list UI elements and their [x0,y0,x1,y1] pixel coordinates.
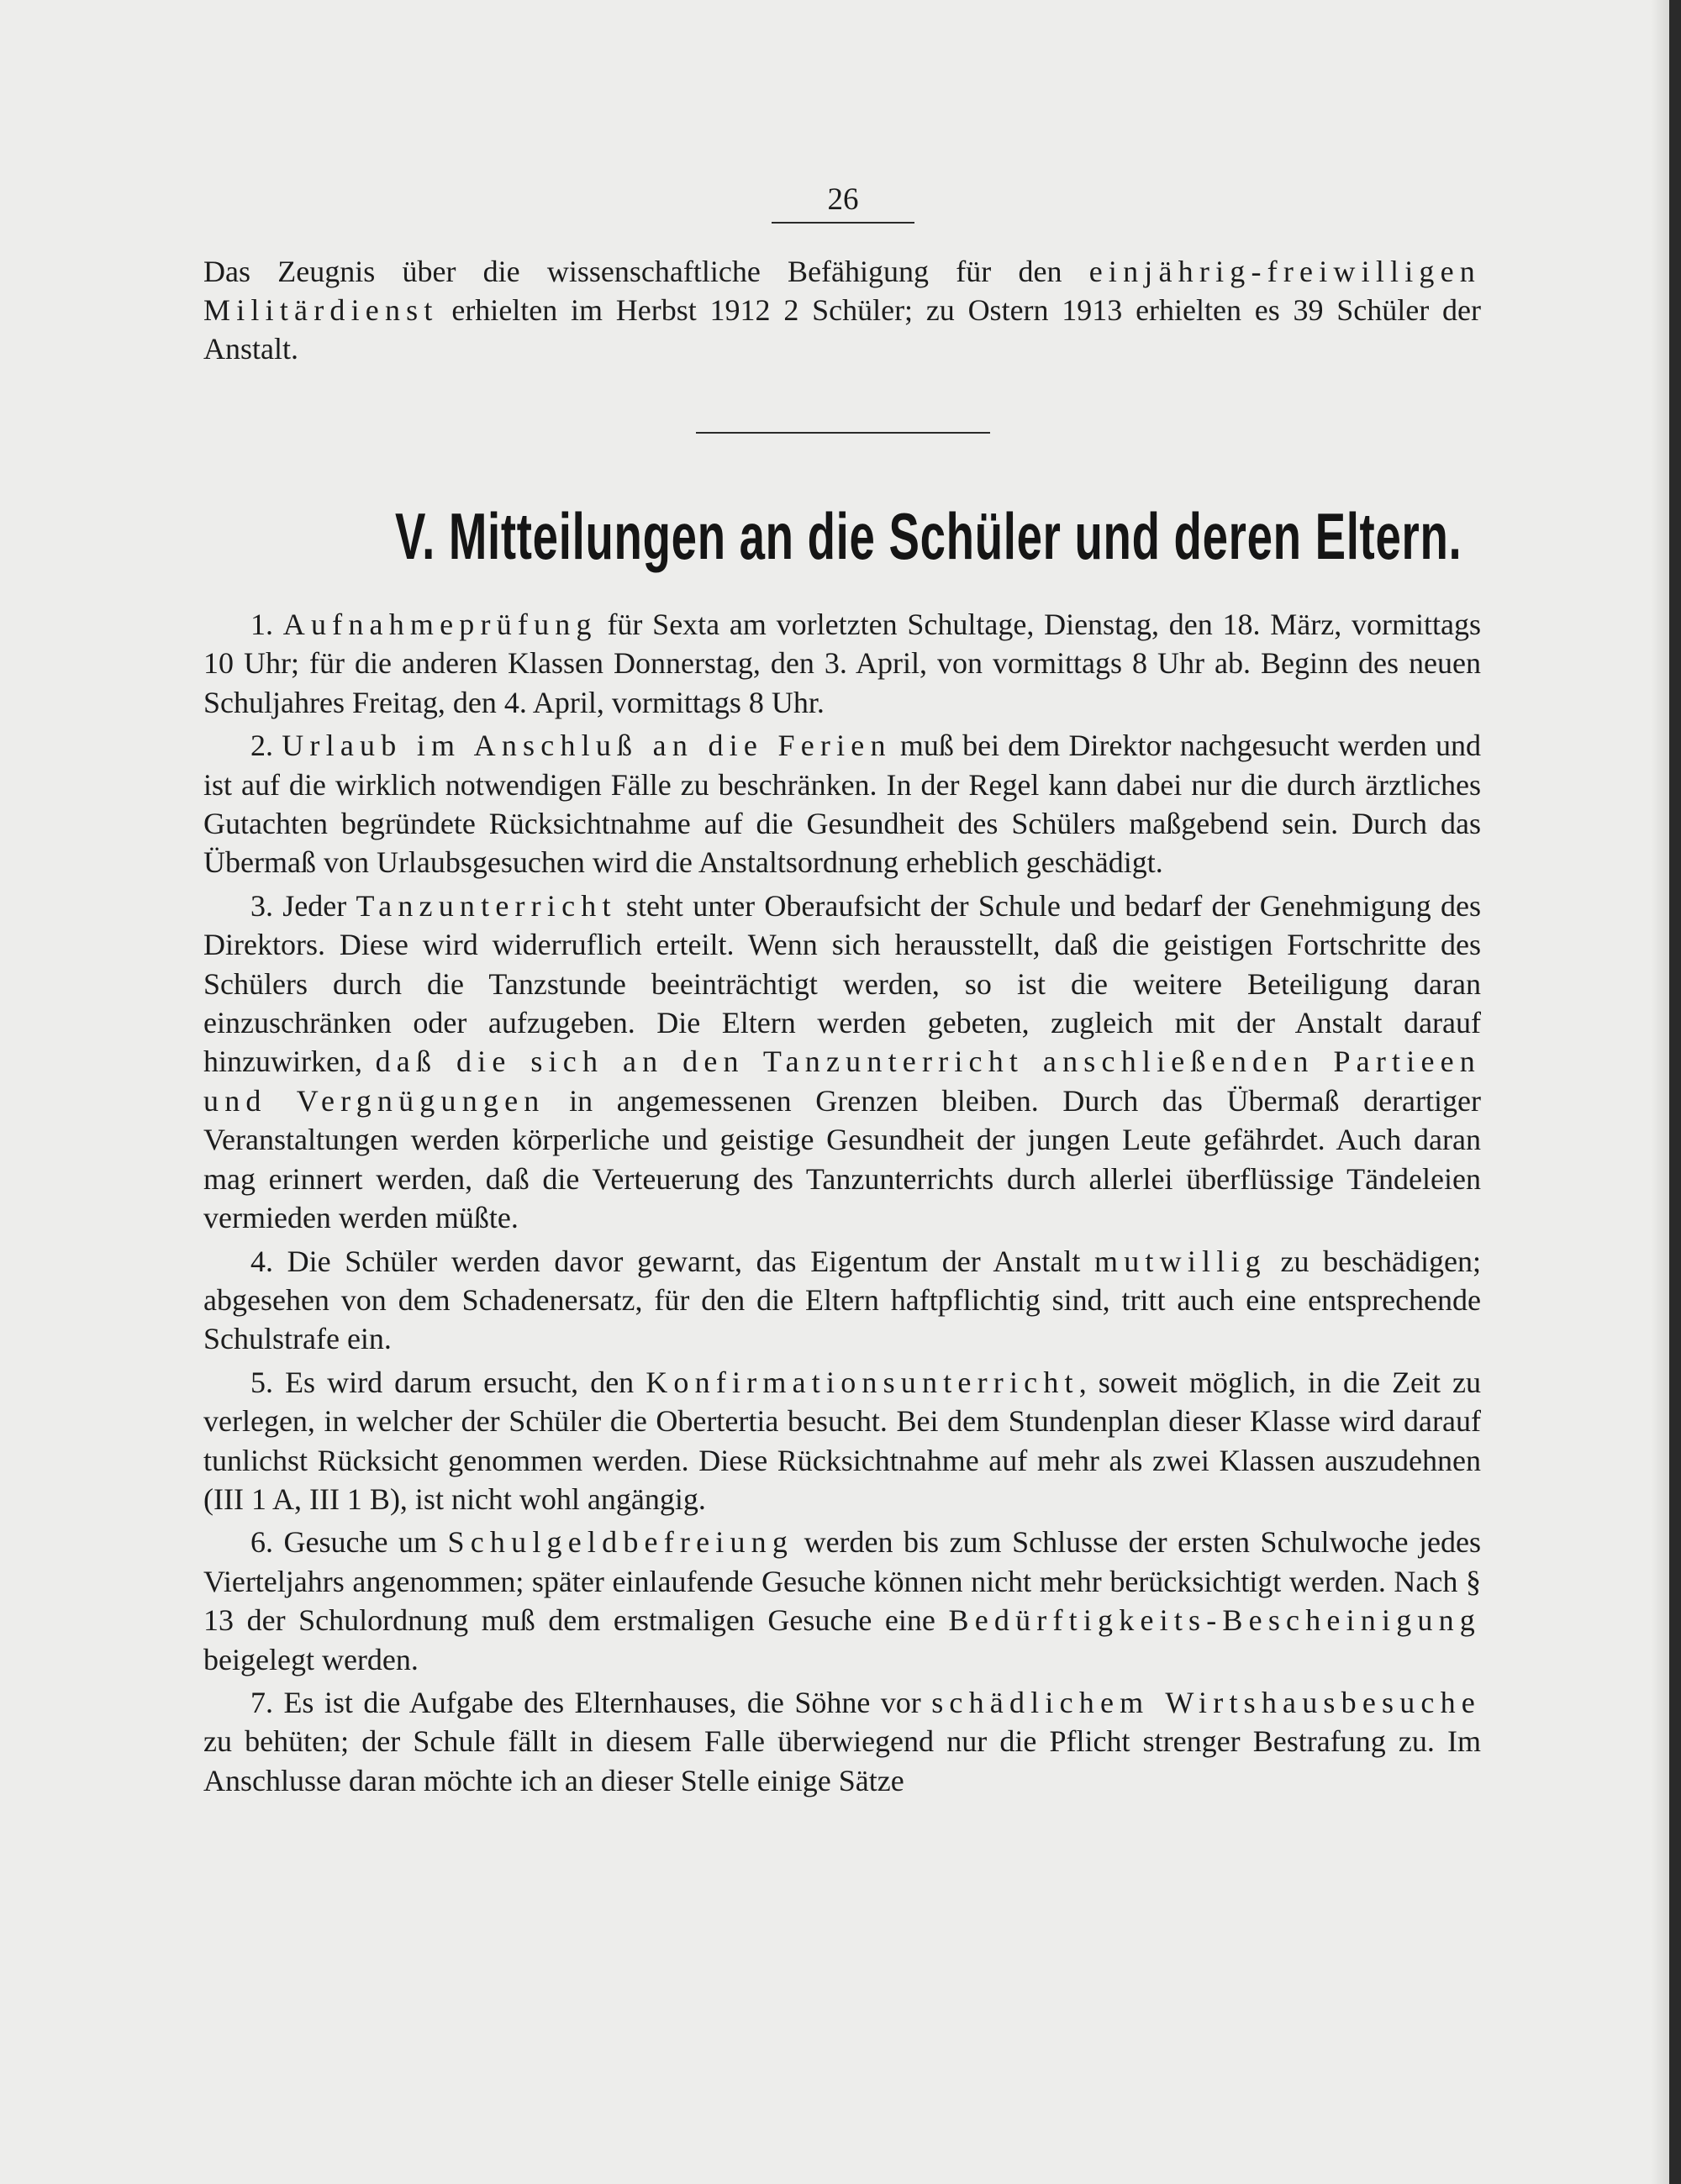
spaced-emphasis: Schulgeldbefreiung [447,1525,794,1560]
section-heading: V. Mitteilungen an die Schüler und deren Eltern. [395,499,1462,573]
separator-rule [696,432,990,434]
notice-item-7: 7. Es ist die Aufgabe des Elternhauses, die Söhne vor schädlichem Wirtshausbesuche zu behüten; der Schule fällt in diesem Falle überwiegend nur die Pflicht strenger Bestrafung zu. Im Anschlusse daran möchte ich an dieser Stelle einige Sätze [203,1685,1481,1797]
spaced-emphasis: Aufnahmeprüfung [282,608,598,641]
spaced-emphasis: Urlaub im Anschluß an die Ferien [282,729,892,763]
numbered-notices [203,605,1481,1804]
notice-item-2: 2. Urlaub im Anschluß an die Ferien muß bei dem Direktor nachgesucht werden und ist auf die wirklich notwendigen Fälle zu beschränken. In der Regel kann dabei nur die durch ärztliches Gutachten begründete Rücksichtnahme auf die Gesundheit des Schülers maßgebend sein. Durch das Übermaß von Urlaubsgesuchen wird die Anstaltsordnung erheblich geschädigt. [203,729,1482,880]
notice-item-5: 5. Es wird darum ersucht, den Konfirmationsunterricht, soweit möglich, in die Zeit zu verlegen, in welcher der Schüler die Obertertia besucht. Bei dem Stundenplan dieser Klasse wird darauf tunlichst Rücksicht genommen werden. Diese Rücksichtnahme auf mehr als zwei Klassen auszudehnen (III 1 A, III 1 B), ist nicht wohl angängig. [203,1365,1481,1516]
intro-paragraph: Das Zeugnis über die wissenschaftliche Befähigung für den einjährig-freiwilligen Militärdienst erhielten im Herbst 1912 2 Schüler; zu Ostern 1913 erhielten es 39 Schüler der Anstalt. [203,255,1481,366]
spaced-emphasis: mutwillig [1094,1244,1267,1278]
scan-page-edge [1669,0,1681,2184]
notice-item-6: 6. Gesuche um Schulgeldbefreiung werden bis zum Schlusse der ersten Schulwoche jedes Vierteljahrs angenommen; später einlaufende Gesuche können nicht mehr berücksichtigt werden. Nach § 13 der Schulordnung muß dem erstmaligen Gesuche eine Bedürftigkeits-Bescheinigung beigelegt werden. [203,1525,1482,1676]
notice-item-4: 4. Die Schüler werden davor gewarnt, das Eigentum der Anstalt mutwillig zu beschädigen; abgesehen von dem Schadenersatz, für den die Eltern haftpflichtig sind, tritt auch eine entsprechende Schulstrafe ein. [203,1244,1482,1356]
spaced-emphasis: daß die sich an den Tanzunterricht anschließenden Partieen und Vergnügungen [203,1045,1481,1118]
page-edge-shadow [1651,0,1669,2184]
notice-item-1: 1. Aufnahmeprüfung für Sexta am vorletzten Schultage, Dienstag, den 18. März, vormittags 10 Uhr; für die anderen Klassen Donnerstag, den 3. April, von vormittags 8 Uhr ab. Beginn des neuen Schuljahres Freitag, den 4. April, vormittags 8 Uhr. [203,608,1482,719]
spaced-emphasis: einjährig-freiwilligen Militärdienst [203,255,1481,327]
spaced-emphasis: Bedürftigkeits-Bescheinigung [948,1603,1481,1638]
spaced-emphasis: schädlichem Wirtshausbesuche [931,1685,1481,1719]
page-number: 26 [772,182,914,224]
spaced-emphasis: Tanzunterricht [356,888,617,923]
notice-item-3: 3. Jeder Tanzunterricht steht unter Oberaufsicht der Schule und bedarf der Genehmigung des Direktors. Diese wird widerruflich erteilt. Wenn sich herausstellt, daß die geistigen Fortschritte des Schülers durch die Tanzstunde beeinträchtigt werden, so ist die weitere Beteiligung daran einzuschränken oder aufzugeben. Die Eltern werden gebeten, zugleich mit der Anstalt darauf hinzuwirken, daß die sich an den Tanzunterricht anschließenden Partieen und Vergnügungen in angemessenen Grenzen bleiben. Durch das Übermaß derartiger Veranstaltungen werden körperliche und geistige Gesundheit der jungen Leute gefährdet. Auch daran mag erinnert werden, daß die Verteuerung des Tanzunterrichts durch allerlei überflüssige Tändeleien vermieden werden müßte. [203,888,1481,1235]
spaced-emphasis: Konfirmationsunterricht [646,1365,1079,1399]
